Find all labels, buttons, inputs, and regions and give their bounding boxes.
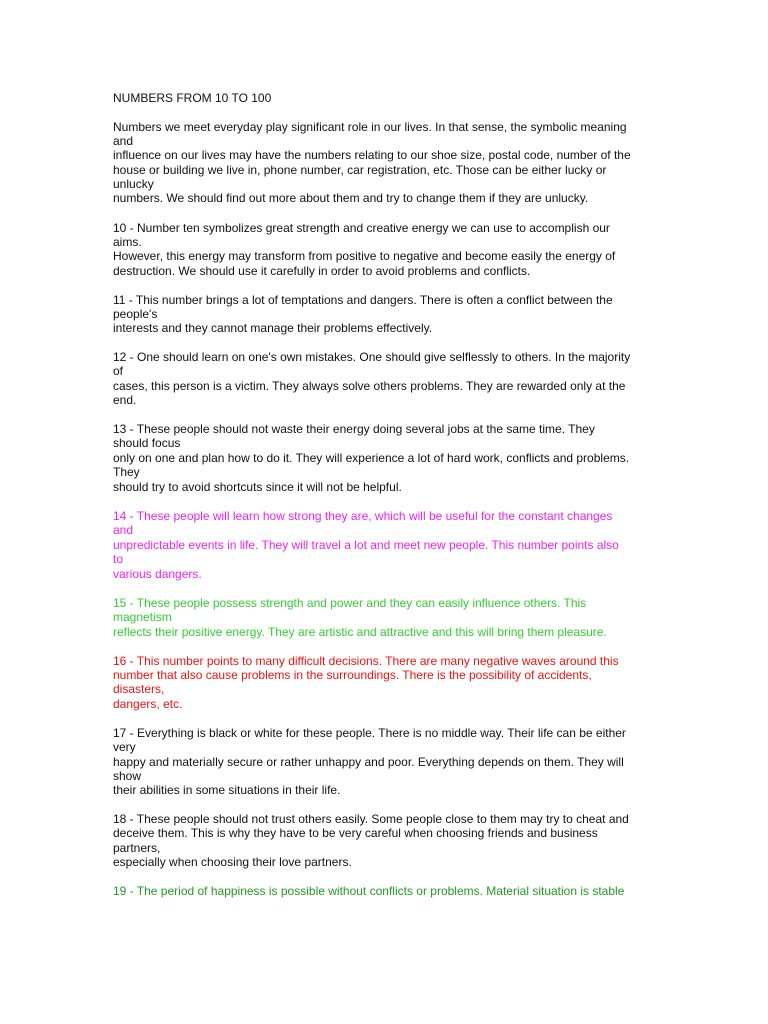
paragraph-line: 18 - These people should not trust others easily. Some people close to them may try to cheat and: [113, 812, 629, 826]
intro-line: and: [113, 134, 134, 148]
paragraph-line: 17 - Everything is black or white for these people. There is no middle way. Their life can be either: [113, 726, 626, 740]
paragraph-line: magnetism: [113, 610, 172, 624]
paragraph-line: 10 - Number ten symbolizes great strength and creative energy we can use to accomplish our: [113, 221, 610, 235]
paragraph-line: their abilities in some situations in their life.: [113, 783, 341, 797]
paragraph-line: very: [113, 740, 136, 754]
paragraph-line: destruction. We should use it carefully in order to avoid problems and conflicts.: [113, 264, 531, 278]
paragraph-line: interests and they cannot manage their problems effectively.: [113, 321, 433, 335]
paragraph-line: However, this energy may transform from positive to negative and become easily the energy of: [113, 249, 616, 263]
paragraph-line: reflects their positive energy. They are artistic and attractive and this will bring them pleasure.: [113, 625, 607, 639]
paragraph-line: 11 - This number brings a lot of temptations and dangers. There is often a conflict between the: [113, 293, 613, 307]
paragraph-line: 13 - These people should not waste their energy doing several jobs at the same time. They: [113, 422, 595, 436]
paragraph-line: They: [113, 465, 140, 479]
paragraph-line: 16 - This number points to many difficult decisions. There are many negative waves around this: [113, 654, 619, 668]
intro-line: influence on our lives may have the numbers relating to our shoe size, postal code, number of the: [113, 148, 631, 162]
paragraph-line: people's: [113, 307, 158, 321]
paragraph-line: dangers, etc.: [113, 697, 183, 711]
paragraph-line: and: [113, 523, 134, 537]
intro-line: numbers. We should find out more about them and try to change them if they are unlucky.: [113, 191, 589, 205]
document-title: NUMBERS FROM 10 TO 100: [113, 91, 272, 105]
intro-line: unlucky: [113, 177, 154, 191]
paragraph-line: only on one and plan how to do it. They will experience a lot of hard work, conflicts and problems.: [113, 451, 630, 465]
paragraph-line: number that also cause problems in the surroundings. There is the possibility of accidents,: [113, 668, 592, 682]
paragraph-line: end.: [113, 393, 137, 407]
paragraph-line: of: [113, 364, 124, 378]
paragraph-line: 19 - The period of happiness is possible without conflicts or problems. Material situation is stable: [113, 884, 625, 898]
paragraph-line: happy and materially secure or rather unhappy and poor. Everything depends on them. They will: [113, 755, 624, 769]
paragraph-line: 14 - These people will learn how strong they are, which will be useful for the constant changes: [113, 509, 613, 523]
paragraph-line: unpredictable events in life. They will travel a lot and meet new people. This number points also: [113, 538, 619, 552]
paragraph-line: to: [113, 552, 124, 566]
paragraph-line: especially when choosing their love partners.: [113, 855, 352, 869]
paragraph-line: aims.: [113, 235, 142, 249]
paragraph-line: 15 - These people possess strength and power and they can easily influence others. This: [113, 596, 587, 610]
paragraph-line: should focus: [113, 436, 181, 450]
paragraph-line: deceive them. This is why they have to be very careful when choosing friends and business: [113, 826, 598, 840]
paragraph-line: cases, this person is a victim. They always solve others problems. They are rewarded only at the: [113, 379, 626, 393]
paragraph-line: partners,: [113, 841, 161, 855]
paragraph-line: show: [113, 769, 142, 783]
paragraph-line: should try to avoid shortcuts since it will not be helpful.: [113, 480, 402, 494]
paragraph-line: 12 - One should learn on one's own mistakes. One should give selflessly to others. In the majority: [113, 350, 631, 364]
paragraph-line: various dangers.: [113, 567, 202, 581]
intro-line: Numbers we meet everyday play significant role in our lives. In that sense, the symbolic meaning: [113, 120, 627, 134]
intro-line: house or building we live in, phone number, car registration, etc. Those can be either lucky or: [113, 163, 607, 177]
paragraph-line: disasters,: [113, 682, 165, 696]
